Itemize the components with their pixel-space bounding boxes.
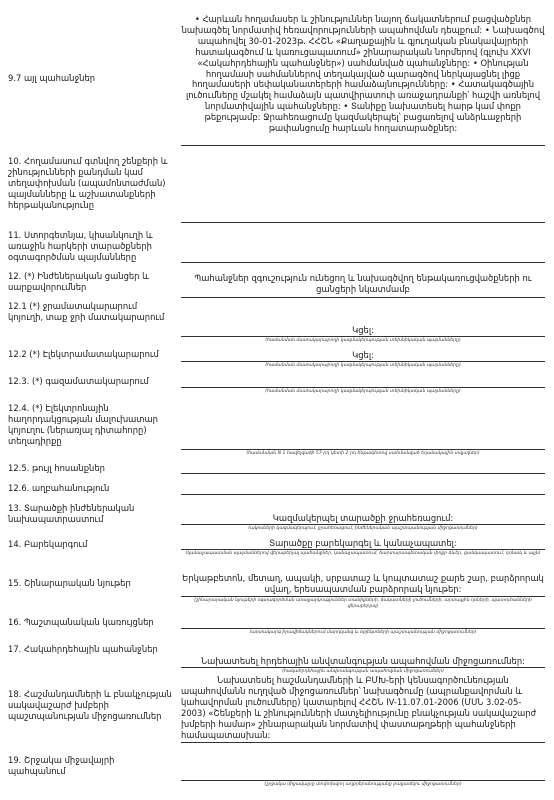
field-hint: (համանման մատակարարողի կազմակերպության տեխնիկական պայմանները) — [265, 363, 461, 368]
row-label: 12.6. աղբահանություն — [8, 483, 110, 493]
field-hint: (շրջակա միջավայրը փոփոխվող աղբրերանությանը բացառելու միջոցառումներ) — [264, 782, 462, 787]
fill-line — [181, 387, 545, 388]
field-hint: (ակոսների կազմակերպում, ջրահեռացում, ինժեներական պաշտպանության միջոցառումներ) — [248, 526, 478, 531]
fill-line — [181, 667, 545, 668]
field-hint: (համանման N 1 հավելվածի 57-րդ կետի 2-րդ ենթակետով սահմանված եղանակային տվյալներ) — [246, 451, 480, 456]
row-label: 9.7 այլ պահանջներ — [8, 73, 96, 83]
row-label: 12.4. (*) Էլեկտրոնային հաղորդակցության մալուխատար կոյուղու (ներառյալ դիտահորը) տեղադիրքը — [8, 403, 158, 446]
row-label: 12.2 (*) Էլեկտրամատակարարում — [8, 349, 159, 359]
field-hint: (հակահրդեհային անվտանգության ապահովման միջոցառումներ) — [282, 669, 444, 674]
row-value: Կազմակերպել տարածքի ջրահեռացում: — [272, 513, 454, 523]
row-value: Նախատեսել հրդեհային անվտանգության ապահովման միջոցառումներ: — [201, 656, 525, 666]
row-label: 14. Բարեկարգում — [8, 539, 88, 549]
row-value: Պահանջներ զգուշություն ունեցող և նախագծվող ենթակառուցվածքների ու ցանցերի նկատմամբ — [194, 273, 532, 294]
fill-line — [181, 524, 545, 525]
row-value: • Հարևան հողամասեր և շինություններ նայող ճակատներում բացվածքներ նախագծել նորմատիվ հեռավորությունների ապահովման դեպքում: • Նախագծով ապահովել 30-01-2023թ. ՀՀՇՆ «Քաղաքային և գյուղական բնակավայրերի հատակագծում և կառուցապատում» շինարարական նորմերով (գլուխ XXVI «Հակահրդեհային պահանջներ») սահմանված պահանջները: • Օինության հողամասի սահմաններով տեղակայված պարագծով ներկայացնել լիցք հողամասերի սեփականատերերի համաձայնությունները: • Հատակագծային լուծումները մշակել համաձայն պատվիրատուի առաջադրանքի՝ հաշվի առնելով նորմատիվային պահանջները: • Տանիքը նախատեսել հարթ կամ փոքր թեքությամբ: Ջրահեռացումը կազմակերպել՝ բացառելով անձրևաջրերի թափանցումը հարևան հողատարածքներ: — [181, 14, 545, 134]
fill-line — [181, 145, 545, 146]
fill-line — [181, 262, 545, 263]
fill-line — [181, 473, 545, 474]
fill-line — [181, 336, 545, 337]
field-hint: (համանման մատակարարողի կազմակերպության տեխնիկական պայմանները) — [265, 338, 461, 343]
fill-line — [181, 361, 545, 362]
row-value: Կցել: — [352, 325, 374, 335]
row-label: 12.5. թույլ հոսանքներ — [8, 463, 105, 473]
fill-line — [181, 297, 545, 298]
row-label: 10. Հողամասում գտնվող շենքերի և շինությունների քանդման կամ տեղափոխման (ապամոնտաժման) պայմանները և աշխատանքների հերթականությունը — [8, 156, 168, 210]
fill-line — [181, 628, 545, 629]
row-label: 17. Հակահրդեհային պահանջներ — [8, 644, 158, 654]
row-label: 13. Տարածքի ինժեներական նախապատրաստում — [8, 503, 135, 524]
row-label: 18. Հաշմանդամների և բնակչության սակավաշարժ խմբերի պաշտպանության միջոցառումներ — [8, 689, 172, 721]
field-hint: (համանման մատակարարողի կազմակերպության տեխնիկական պայմանները) — [265, 389, 461, 394]
row-value: Նախատեսել հաշմանդամների և ԲՄԽ-երի կենսագործունեության ապահովմանն ուղղված միջոցառումներ՝ նախագծումը (ապրանքավորման և կահավորման լուծումները) կատարելով ՀՀՇՆ IV-11.07.01-2006 (ՄՍՆ 3.02-05-2003) «Շենքերի և շինությունների մատչելիությունը բնակչության սակավաշարժ խմբերի համար» շինարարական նորմատիվ փաստաթղթերի պահանջների համապատասխան: — [181, 675, 537, 740]
row-label: 12.1 (*) ջրամատակարարում կոյուղի, տաք ջրի մատակարարում — [8, 301, 165, 322]
field-hint: (շինարարական նյութերի օգտագործման առաջարկություններ տանիքների, ճակատների լուծումների, արտաքին դռների, պատուհանների վերաբերյալ) — [194, 598, 532, 609]
fill-line — [181, 549, 545, 550]
fill-line — [181, 222, 545, 223]
row-label: 15. Շինարարական նյութեր — [8, 578, 131, 588]
row-label: 12.3. (*) գազամատակարարում — [8, 376, 149, 386]
row-value: Կցել: — [352, 350, 374, 360]
field-hint: (արտակարգ իրավիճակներում մարդկանց և օբյեկտների պաշտպանության միջոցառումներ) — [249, 630, 477, 635]
row-label: 12. (*) Ինժեներական ցանցեր և սարքավորումներ — [8, 271, 149, 292]
fill-line — [181, 449, 545, 450]
fill-line — [181, 494, 545, 495]
row-value: Տարածքը բարեկարգել և կանաչապատել: — [269, 538, 457, 548]
row-value: Երկաթբետոն, մետաղ, ապակի, սրբատաշ և կոպտատաշ քարե շար, բարձրորակ սվաղ, երեսապատման բարձրորակ նյութեր: — [182, 573, 544, 594]
row-label: 11. Ստորգետնյա, կիսանկուղի և առաջին հարկերի տարածքների օգտագործման պայմանները — [8, 230, 153, 262]
fill-line — [181, 780, 545, 781]
row-label: 16. Պաշտպանական կառույցներ — [8, 617, 154, 627]
field-hint: (կանաչապատման պայմաններով վերաբերյալ պահանջներ, կանաչապատում, ճարտարապետական փոքր ձևեր, ցանկապատում, դռնակ և այլն) — [185, 551, 541, 556]
fill-line — [181, 742, 545, 743]
fill-line — [181, 596, 545, 597]
row-label: 19. Շրջակա միջավայրի պահպանում — [8, 755, 115, 776]
